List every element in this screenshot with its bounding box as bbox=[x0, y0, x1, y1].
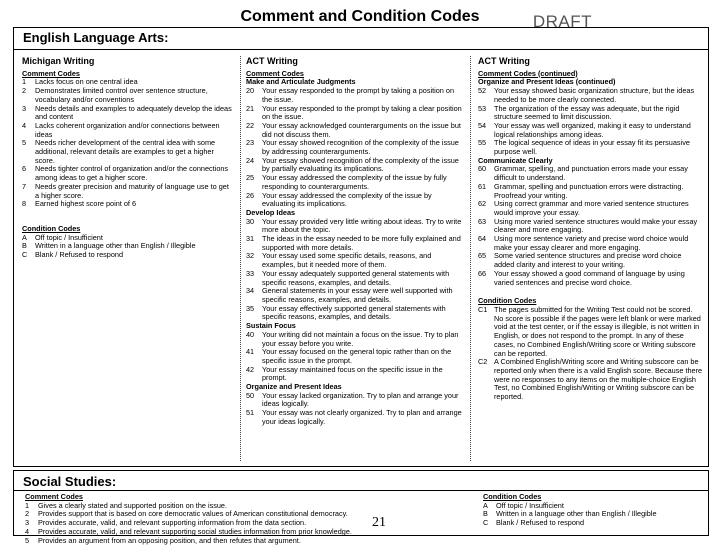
code-item bbox=[478, 139, 703, 156]
michigan-writing-column bbox=[22, 57, 234, 260]
code-text: Using correct grammar and more varied sentence structures would improve your essay. bbox=[494, 199, 689, 217]
code-item bbox=[246, 218, 464, 235]
code-number: 4 bbox=[22, 120, 27, 130]
code-item bbox=[478, 105, 703, 122]
code-number: 60 bbox=[478, 164, 487, 174]
code-text: Your essay adequately supported general statements with specific reasons, examples, and details. bbox=[262, 268, 450, 287]
code-number: 42 bbox=[246, 364, 255, 374]
code-number: 65 bbox=[478, 251, 487, 261]
code-item bbox=[22, 200, 234, 209]
code-text: Your essay maintained focus on the specific issue in the prompt. bbox=[262, 364, 443, 383]
code-text: Lacks coherent organization and/or connections between ideas bbox=[35, 120, 220, 139]
code-text: Blank / Refused to respond bbox=[496, 518, 585, 528]
code-text: Your essay showed a good command of language by using varied sentences and precise word choice. bbox=[494, 268, 685, 287]
code-number: 35 bbox=[246, 303, 255, 313]
code-number: 54 bbox=[478, 120, 487, 130]
code-text: Your essay used some specific details, reasons, and examples, but it needed more of them. bbox=[262, 251, 432, 270]
code-number: 3 bbox=[22, 103, 27, 113]
code-number: 8 bbox=[22, 199, 27, 209]
code-item bbox=[478, 270, 703, 287]
code-number: 3 bbox=[25, 518, 30, 528]
code-item bbox=[246, 157, 464, 174]
code-item bbox=[246, 87, 464, 104]
code-number: 2 bbox=[25, 509, 30, 519]
code-group-title: Develop Ideas bbox=[246, 207, 296, 217]
code-number: 22 bbox=[246, 120, 255, 130]
code-item bbox=[478, 358, 703, 402]
code-item bbox=[478, 235, 703, 252]
code-text: Off topic / Insufficient bbox=[35, 232, 103, 242]
code-text: Your essay responded to the prompt by taking a clear position on the issue. bbox=[262, 103, 462, 122]
act-comment-codes-label-2: Comment Codes (continued) bbox=[478, 68, 578, 78]
code-text: Needs details and examples to adequately develop the ideas and content bbox=[35, 103, 232, 122]
code-item bbox=[478, 122, 703, 139]
code-number: C1 bbox=[478, 304, 488, 314]
code-text: Your essay was well organized, making it easy to understand logical relationships among ideas. bbox=[494, 120, 691, 139]
code-text: Written in a language other than English / Illegible bbox=[496, 509, 657, 519]
ela-section-title: English Language Arts: bbox=[23, 30, 169, 45]
code-text: Grammar, spelling and punctuation errors were distracting. Proofread your writing. bbox=[494, 181, 684, 200]
code-item bbox=[246, 122, 464, 139]
act-writing-column-1 bbox=[246, 57, 464, 427]
code-item bbox=[246, 192, 464, 209]
act-condition-codes-label: Condition Codes bbox=[478, 296, 537, 306]
code-number: B bbox=[22, 241, 27, 251]
code-item bbox=[478, 200, 703, 217]
code-number: 61 bbox=[478, 181, 487, 191]
code-text: Blank / Refused to respond bbox=[35, 250, 124, 260]
code-item bbox=[246, 305, 464, 322]
code-item bbox=[246, 252, 464, 269]
code-item bbox=[246, 270, 464, 287]
code-text: Your essay provided very little writing about ideas. Try to write more about the topic. bbox=[262, 216, 462, 235]
act-comment-codes-label-1: Comment Codes bbox=[246, 68, 304, 78]
code-number: 30 bbox=[246, 216, 255, 226]
michigan-writing-heading: Michigan Writing bbox=[22, 56, 95, 66]
code-item bbox=[478, 218, 703, 235]
code-number: 62 bbox=[478, 199, 487, 209]
code-number: A bbox=[22, 232, 27, 242]
code-number: 1 bbox=[25, 500, 30, 510]
code-group-title: Communicate Clearly bbox=[478, 155, 553, 165]
code-number: 5 bbox=[25, 535, 30, 545]
social-divider bbox=[13, 490, 709, 491]
code-text: The logical sequence of ideas in your essay fit its persuasive purpose well. bbox=[494, 138, 690, 157]
code-item bbox=[478, 183, 703, 200]
code-text: Grammar, spelling, and punctuation errors made your essay difficult to understand. bbox=[494, 164, 688, 183]
code-number: 31 bbox=[246, 234, 255, 244]
social-comment-column bbox=[25, 493, 365, 545]
code-text: Provides accurate, valid, and relevant supporting information from the data section. bbox=[38, 518, 307, 528]
code-number: 20 bbox=[246, 86, 255, 96]
page-number: 21 bbox=[372, 515, 386, 530]
code-text: Your writing did not maintain a focus on the issue. Try to plan your essay before you write. bbox=[262, 329, 459, 348]
code-text: Lacks focus on one central idea bbox=[35, 77, 138, 87]
code-text: Using more sentence variety and precise word choice would make your essay clearer and more engaging. bbox=[494, 234, 689, 252]
code-number: C bbox=[483, 518, 489, 528]
code-number: B bbox=[483, 509, 488, 519]
code-text: Gives a clearly stated and supported position on the issue. bbox=[38, 500, 228, 510]
code-text: Needs greater precision and maturity of language use to get a higher score. bbox=[35, 181, 229, 200]
social-condition-codes-label: Condition Codes bbox=[483, 492, 542, 501]
code-text: Some varied sentence structures and precise word choice added clarity and interest to your writing. bbox=[494, 251, 682, 270]
code-text: Your essay responded to the prompt by taking a position on the issue. bbox=[262, 86, 455, 104]
code-text: Demonstrates limited control over sentence structure, vocabulary and/or conventions bbox=[35, 86, 208, 104]
code-number: 2 bbox=[22, 86, 27, 96]
code-number: 4 bbox=[25, 526, 30, 536]
ela-divider bbox=[13, 49, 709, 50]
michigan-condition-codes-label: Condition Codes bbox=[22, 223, 81, 233]
code-text: Written in a language other than English / Illegible bbox=[35, 241, 196, 251]
code-item bbox=[478, 87, 703, 104]
code-item bbox=[246, 348, 464, 365]
code-item bbox=[25, 537, 365, 545]
code-item bbox=[478, 165, 703, 182]
code-item bbox=[246, 105, 464, 122]
code-text: Your essay showed basic organization structure, but the ideas needed to be more clearly connected. bbox=[494, 86, 695, 104]
code-number: 7 bbox=[22, 181, 27, 191]
code-number: 23 bbox=[246, 138, 255, 148]
code-number: 41 bbox=[246, 347, 255, 357]
code-item bbox=[483, 519, 693, 528]
code-number: 50 bbox=[246, 390, 255, 400]
code-text: Provides accurate, valid, and relevant supporting social studies information from prior knowledge. bbox=[38, 526, 352, 536]
code-item bbox=[22, 165, 234, 182]
page-title: Comment and Condition Codes bbox=[240, 8, 480, 25]
code-text: Using more varied sentence structures would make your essay clearer and more engaging. bbox=[494, 216, 698, 235]
code-number: 34 bbox=[246, 286, 255, 296]
code-number: 52 bbox=[478, 86, 487, 96]
code-number: C bbox=[22, 250, 28, 260]
code-number: C2 bbox=[478, 357, 488, 367]
code-number: A bbox=[483, 500, 488, 510]
code-number: 5 bbox=[22, 138, 27, 148]
code-number: 55 bbox=[478, 138, 487, 148]
code-text: Your essay effectively supported general statements with specific reasons, examples, and details. bbox=[262, 303, 446, 322]
code-text: Provides support that is based on core democratic values of American constitutional democracy. bbox=[38, 509, 348, 519]
code-text: General statements in your essay were well supported with specific reasons, examples, and details. bbox=[262, 286, 453, 304]
code-number: 25 bbox=[246, 173, 255, 183]
code-number: 21 bbox=[246, 103, 255, 113]
code-text: Your essay addressed the complexity of the issue by evaluating its implications. bbox=[262, 190, 432, 209]
code-text: Your essay was not clearly organized. Try to plan and arrange your ideas logically. bbox=[262, 408, 462, 426]
code-item bbox=[246, 174, 464, 191]
code-number: 53 bbox=[478, 103, 487, 113]
code-number: 24 bbox=[246, 155, 255, 165]
social-comment-codes-label: Comment Codes bbox=[25, 492, 83, 501]
code-number: 32 bbox=[246, 251, 255, 261]
code-text: Needs richer development of the central idea with some additional, relevant details are examples to get a higher score. bbox=[35, 138, 216, 165]
code-group-title: Organize and Present Ideas bbox=[246, 382, 342, 392]
code-number: 6 bbox=[22, 164, 27, 174]
code-text: The ideas in the essay needed to be more fully explained and supported with more details. bbox=[262, 234, 461, 252]
code-item bbox=[22, 122, 234, 139]
code-number: 1 bbox=[22, 77, 27, 87]
code-text: Your essay showed recognition of the complexity of the issue by addressing counterarguments. bbox=[262, 138, 459, 157]
code-number: 40 bbox=[246, 329, 255, 339]
code-text: Provides an argument from an opposing position, and then refutes that argument. bbox=[38, 535, 301, 545]
code-group-title: Sustain Focus bbox=[246, 321, 296, 331]
code-text: Your essay focused on the general topic rather than on the specific issue in the prompt. bbox=[262, 347, 452, 365]
act-writing-column-2 bbox=[478, 57, 703, 402]
code-text: Your essay lacked organization. Try to plan and arrange your ideas logically. bbox=[262, 390, 459, 409]
code-text: The organization of the essay was adequate, but the rigid structure seemed to limit discussion. bbox=[494, 103, 680, 122]
code-group-title: Make and Articulate Judgments bbox=[246, 77, 356, 87]
code-number: 66 bbox=[478, 268, 487, 278]
draft-watermark: DRAFT bbox=[532, 12, 592, 31]
code-text: Off topic / Insufficient bbox=[496, 500, 564, 510]
code-item bbox=[246, 409, 464, 426]
code-item bbox=[22, 105, 234, 122]
code-text: Needs tighter control of organization and/or the connections among ideas to get a higher score. bbox=[35, 164, 229, 183]
act-writing-heading-2: ACT Writing bbox=[478, 56, 530, 66]
code-group-title: Organize and Present Ideas (continued) bbox=[478, 77, 616, 87]
code-number: 51 bbox=[246, 408, 255, 418]
act-writing-heading-1: ACT Writing bbox=[246, 56, 298, 66]
social-condition-column bbox=[483, 493, 693, 528]
code-item bbox=[22, 183, 234, 200]
code-text: Your essay showed recognition of the complexity of the issue by partially evaluating its implications. bbox=[262, 155, 459, 174]
code-item bbox=[246, 366, 464, 383]
code-item bbox=[22, 139, 234, 165]
column-divider-2 bbox=[470, 56, 471, 461]
code-item bbox=[246, 287, 464, 304]
code-number: 33 bbox=[246, 268, 255, 278]
code-text: The pages submitted for the Writing Test could not be scored. No score is possible if the pages were left blank or were marked void at the test center, or if the essay is illegible, is not written in English, or does not respond to the prompt. In any of these cases, no Combined English/Writing score or Writing subscore can be reported. bbox=[494, 304, 701, 358]
code-text: Earned highest score point of 6 bbox=[35, 199, 137, 209]
code-item bbox=[478, 306, 703, 358]
code-item bbox=[478, 252, 703, 269]
code-number: 64 bbox=[478, 234, 487, 244]
code-item bbox=[246, 331, 464, 348]
code-text: Your essay addressed the complexity of the issue by fully responding to counterarguments. bbox=[262, 173, 447, 191]
code-item bbox=[246, 392, 464, 409]
code-item bbox=[246, 235, 464, 252]
code-text: Your essay acknowledged counterarguments on the issue but did not discuss them. bbox=[262, 120, 461, 139]
code-item bbox=[246, 139, 464, 156]
code-number: 63 bbox=[478, 216, 487, 226]
code-item bbox=[22, 87, 234, 104]
column-divider-1 bbox=[240, 56, 241, 461]
code-item bbox=[22, 251, 234, 260]
social-studies-title: Social Studies: bbox=[23, 474, 117, 489]
code-number: 26 bbox=[246, 190, 255, 200]
michigan-comment-codes-label: Comment Codes bbox=[22, 68, 80, 78]
code-text: A Combined English/Writing score and Writing subscore can be reported only when there is a valid English score. Because there were no responses to any items on the multiple-choice English Test, no Combined English/Writing or Writing subscore can be reported. bbox=[494, 357, 703, 402]
